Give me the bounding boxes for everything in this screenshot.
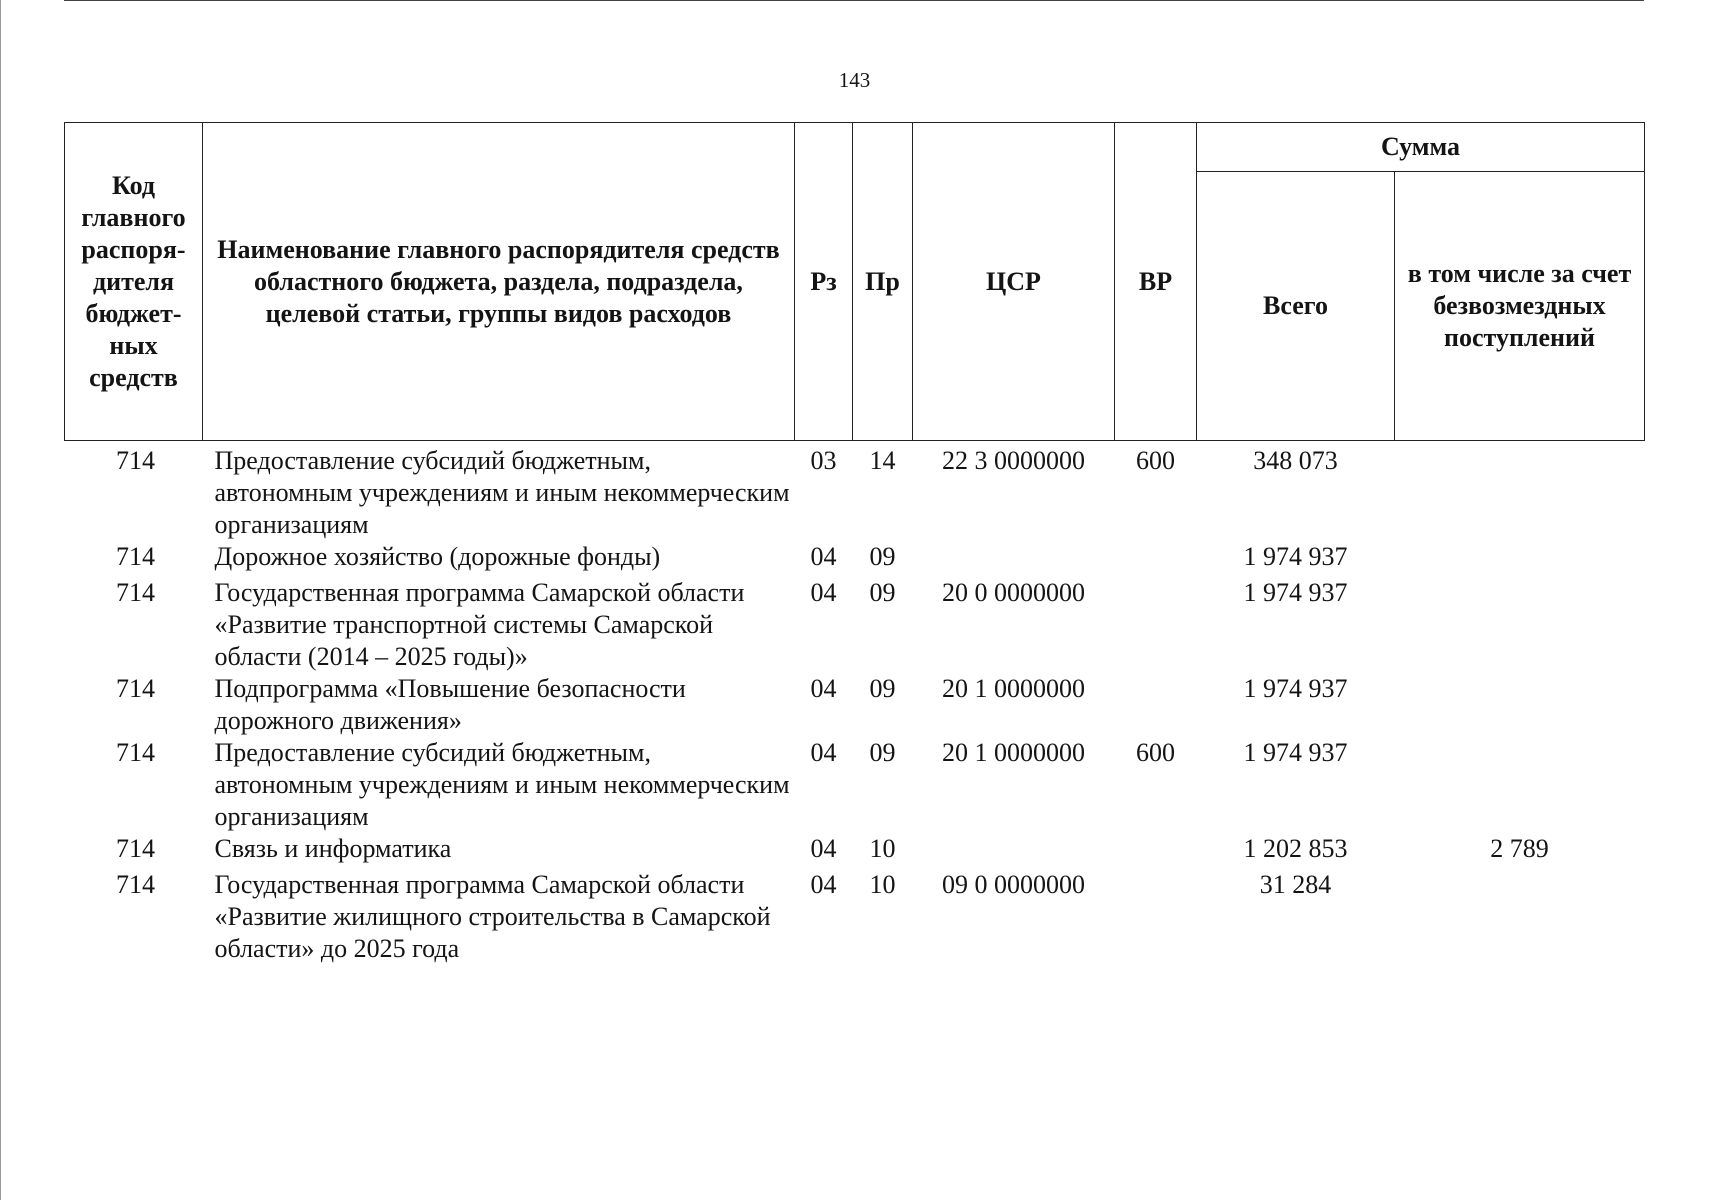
page-number: 143 — [838, 68, 871, 92]
header-csr: ЦСР — [913, 123, 1115, 441]
cell-vr: 600 — [1136, 738, 1175, 767]
table-row — [65, 673, 1645, 737]
cell-gratuitous — [1395, 737, 1645, 833]
cell-name: Государственная программа Самарской области «Развитие транспортной системы Самарской области (2014 – 2025 годы)» — [214, 578, 745, 671]
cell-gratuitous — [1395, 673, 1645, 737]
table-header — [65, 123, 1645, 441]
cell-name: Предоставление субсидий бюджетным, автономным учреждениям и иным некоммерческим организациям — [214, 738, 790, 831]
table-row — [65, 833, 1645, 869]
cell-pr: 09 — [869, 674, 896, 703]
header-rz: Рз — [795, 123, 853, 441]
cell-code: 714 — [116, 578, 155, 607]
table-row — [65, 441, 1645, 542]
page-left-edge — [0, 0, 1, 1200]
cell-code: 714 — [116, 738, 155, 767]
table-row — [65, 541, 1645, 577]
cell-total: 1 202 853 — [1243, 834, 1348, 863]
header-total: Всего — [1197, 172, 1395, 441]
cell-pr: 09 — [869, 578, 896, 607]
cell-gratuitous — [1395, 869, 1645, 965]
cell-name: Подпрограмма «Повышение безопасности дорожного движения» — [214, 674, 686, 735]
cell-total: 1 974 937 — [1243, 738, 1348, 767]
cell-rz: 03 — [810, 446, 837, 475]
cell-vr: 600 — [1136, 446, 1175, 475]
cell-total: 31 284 — [1259, 870, 1332, 899]
cell-rz: 04 — [810, 834, 837, 863]
cell-total: 348 073 — [1253, 446, 1338, 475]
table-row — [65, 869, 1645, 965]
page-top-rule — [64, 0, 1644, 1]
cell-csr: 22 3 0000000 — [942, 446, 1085, 475]
header-code: Код главного распоря-дителя бюджет-ных средств — [65, 123, 203, 441]
header-vr: ВР — [1115, 123, 1197, 441]
cell-rz: 04 — [810, 578, 837, 607]
cell-code: 714 — [116, 446, 155, 475]
cell-pr: 09 — [869, 542, 896, 571]
header-gratuitous: в том числе за счет безвозмездных поступлений — [1395, 172, 1645, 441]
cell-pr: 09 — [869, 738, 896, 767]
cell-csr: 20 1 0000000 — [942, 738, 1085, 767]
cell-rz: 04 — [810, 542, 837, 571]
cell-gratuitous: 2 789 — [1490, 834, 1549, 863]
cell-csr: 20 1 0000000 — [942, 674, 1085, 703]
cell-name: Связь и информатика — [214, 834, 452, 863]
cell-vr — [1115, 833, 1197, 869]
cell-csr: 20 0 0000000 — [942, 578, 1085, 607]
cell-code: 714 — [116, 674, 155, 703]
cell-rz: 04 — [810, 738, 837, 767]
header-pr: Пр — [853, 123, 913, 441]
cell-code: 714 — [116, 834, 155, 863]
cell-vr — [1115, 541, 1197, 577]
cell-rz: 04 — [810, 870, 837, 899]
cell-csr: 09 0 0000000 — [942, 870, 1085, 899]
table-row — [65, 737, 1645, 833]
cell-total: 1 974 937 — [1243, 674, 1348, 703]
header-name: Наименование главного распорядителя средств областного бюджета, раздела, подраздела, целевой статьи, группы видов расходов — [203, 123, 795, 441]
header-sum: Сумма — [1197, 123, 1645, 172]
cell-rz: 04 — [810, 674, 837, 703]
table-body — [65, 441, 1645, 966]
cell-gratuitous — [1395, 441, 1645, 542]
cell-vr — [1115, 577, 1197, 673]
cell-csr — [913, 541, 1115, 577]
cell-total: 1 974 937 — [1243, 578, 1348, 607]
cell-csr — [913, 833, 1115, 869]
budget-table — [64, 122, 1645, 965]
table-row — [65, 577, 1645, 673]
cell-pr: 10 — [869, 834, 896, 863]
cell-code: 714 — [116, 870, 155, 899]
cell-gratuitous — [1395, 541, 1645, 577]
cell-name: Предоставление субсидий бюджетным, автономным учреждениям и иным некоммерческим организациям — [214, 446, 790, 539]
cell-vr — [1115, 673, 1197, 737]
cell-name: Государственная программа Самарской области «Развитие жилищного строительства в Самарской области» до 2025 года — [214, 870, 771, 963]
cell-vr — [1115, 869, 1197, 965]
cell-pr: 10 — [869, 870, 896, 899]
cell-pr: 14 — [869, 446, 896, 475]
cell-total: 1 974 937 — [1243, 542, 1348, 571]
cell-gratuitous — [1395, 577, 1645, 673]
cell-code: 714 — [116, 542, 155, 571]
cell-name: Дорожное хозяйство (дорожные фонды) — [214, 542, 661, 571]
